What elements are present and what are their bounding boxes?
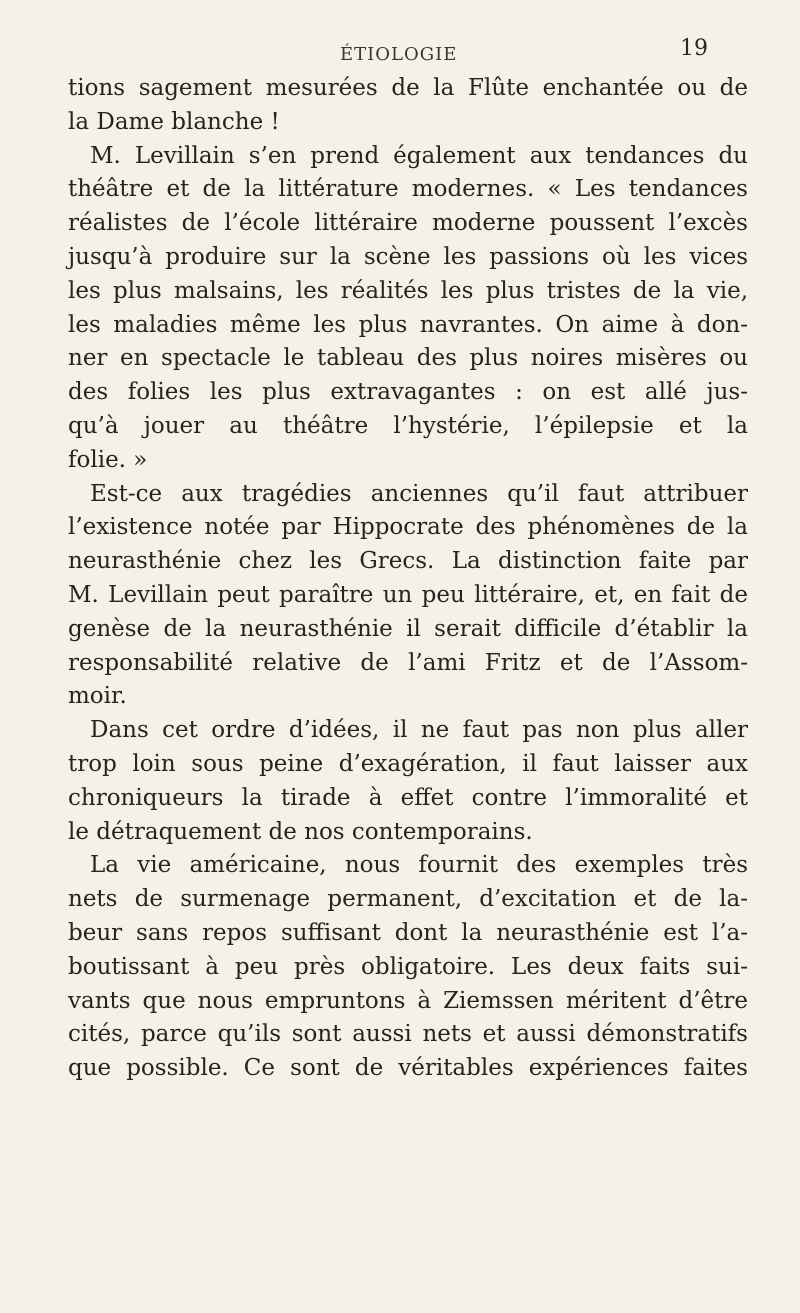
- text-line: neurasthénie chez les Grecs. La distinction faite par: [68, 548, 748, 575]
- text-line: chroniqueurs la tirade à effet contre l’immoralité et: [68, 784, 748, 811]
- text-line: ner en spectacle le tableau des plus noires misères ou: [68, 345, 748, 372]
- text-line: genèse de la neurasthénie il serait difficile d’établir la: [68, 615, 748, 642]
- body-text: [68, 72, 748, 1086]
- text-line: vants que nous empruntons à Ziemssen méritent d’être: [68, 987, 748, 1014]
- text-line: La vie américaine, nous fournit des exemples très: [90, 852, 748, 879]
- text-line: tions sagement mesurées de la Flûte enchantée ou de: [68, 75, 748, 101]
- text-line: responsabilité relative de l’ami Fritz et de l’Assom-: [68, 649, 748, 676]
- text-line: boutissant à peu près obligatoire. Les deux faits sui-: [68, 953, 748, 980]
- text-line: folie. »: [68, 446, 148, 473]
- text-line: moir.: [68, 683, 127, 710]
- text-line: réalistes de l’école littéraire moderne poussent l’excès: [68, 210, 748, 237]
- text-line: nets de surmenage permanent, d’excitation et de la-: [68, 886, 748, 913]
- text-line: les plus malsains, les réalités les plus tristes de la vie,: [68, 277, 748, 304]
- text-line: Dans cet ordre d’idées, il ne faut pas non plus aller: [90, 717, 748, 744]
- text-line: l’existence notée par Hippocrate des phénomènes de la: [68, 514, 748, 541]
- text-line: le détraquement de nos contemporains.: [68, 818, 533, 845]
- text-line: beur sans repos suffisant dont la neurasthénie est l’a-: [68, 919, 748, 946]
- text-line: cités, parce qu’ils sont aussi nets et aussi démonstratifs: [68, 1021, 748, 1048]
- text-line: M. Levillain s’en prend également aux tendances du: [90, 142, 748, 169]
- text-line: M. Levillain peut paraître un peu littéraire, et, en fait de: [68, 581, 748, 608]
- text-line: théâtre et de la littérature modernes. « Les tendances: [68, 176, 748, 203]
- text-line: Est-ce aux tragédies anciennes qu’il faut attribuer: [90, 480, 748, 507]
- text-line: la Dame blanche !: [68, 108, 280, 135]
- text-line: trop loin sous peine d’exagération, il faut laisser aux: [68, 750, 748, 777]
- text-line: les maladies même les plus navrantes. On aime à don-: [68, 311, 748, 338]
- text-line: jusqu’à produire sur la scène les passions où les vices: [68, 243, 748, 270]
- text-line: que possible. Ce sont de véritables expériences faites: [68, 1055, 748, 1082]
- text-line: qu’à jouer au théâtre l’hystérie, l’épilepsie et la: [68, 412, 748, 439]
- chapter-title: ÉTIOLOGIE: [340, 44, 458, 65]
- running-header: [0, 36, 800, 66]
- page-number: 19: [680, 36, 708, 61]
- text-line: des folies les plus extravagantes : on est allé jus-: [68, 379, 748, 406]
